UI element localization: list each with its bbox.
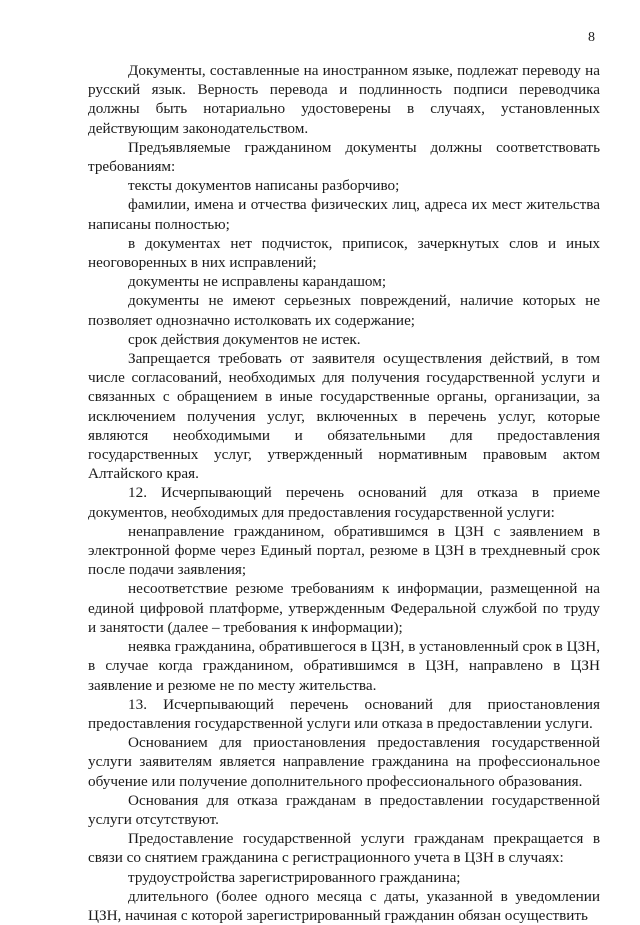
paragraph: документы не исправлены карандашом; [128,273,387,291]
paragraph: длительного (более одного месяца с даты, указанной в уведомлении ЦЗН, начиная с которой зарегистрированный гражданин обязан осуществить [88,887,600,924]
document-body [88,61,600,925]
paragraph: Запрещается требовать от заявителя осуществления действий, в том числе согласований, необходимых для получения государственной услуги и связанных с обращением в иные государственные органы, организации, за исключением получения услуг, включенных в перечень услуг, которые являются необходимыми и обязательными для предоставления государственных услуг, утвержденный нормативным правовым актом Алтайского края. [88,350,600,483]
paragraph: Основанием для приостановления предоставления государственной услуги заявителям является направление гражданина на профессиональное обучение или получение дополнительного профессионального образования. [88,734,600,790]
paragraph: тексты документов написаны разборчиво; [128,177,400,195]
paragraph: фамилии, имена и отчества физических лиц, адреса их мест жительства написаны полностью; [88,196,600,233]
paragraph: неявка гражданина, обратившегося в ЦЗН, в установленный срок в ЦЗН, в случае когда гражданином, обратившимся в ЦЗН, направлено в ЦЗН заявление и резюме не по месту жительства. [88,638,600,694]
paragraph: Предоставление государственной услуги гражданам прекращается в связи со снятием гражданина с регистрационного учета в ЦЗН в случаях: [88,830,600,867]
paragraph: 13. Исчерпывающий перечень оснований для приостановления предоставления государственной услуги или отказа в предоставлении услуги. [88,695,600,732]
paragraph: Предъявляемые гражданином документы должны соответствовать требованиям: [88,138,600,176]
paragraph: срок действия документов не истек. [128,330,361,348]
paragraph: Документы, составленные на иностранном языке, подлежат переводу на русский язык. Верность перевода и подлинность подписи переводчика должны быть нотариально удостоверены в случаях, установленных действующим законодательством. [88,62,600,137]
paragraph: документы не имеют серьезных повреждений, наличие которых не позволяет однозначно истолковать их содержание; [88,292,600,329]
paragraph: в документах нет подчисток, приписок, зачеркнутых слов и иных неоговоренных в них исправлений; [88,234,600,272]
paragraph: 12. Исчерпывающий перечень оснований для отказа в приеме документов, необходимых для предоставления государственной услуги: [88,484,600,521]
paragraph: ненаправление гражданином, обратившимся в ЦЗН с заявлением в электронной форме через Единый портал, резюме в ЦЗН в трехдневный срок после подачи заявления; [88,522,600,579]
paragraph: трудоустройства зарегистрированного гражданина; [128,868,461,886]
page-number: 8 [588,30,595,45]
paragraph: Основания для отказа гражданам в предоставлении государственной услуги отсутствуют. [88,791,600,828]
paragraph: несоответствие резюме требованиям к информации, размещенной на единой цифровой платформе, утвержденным Федеральной службой по труду и занятости (далее – требования к информации); [88,580,600,636]
